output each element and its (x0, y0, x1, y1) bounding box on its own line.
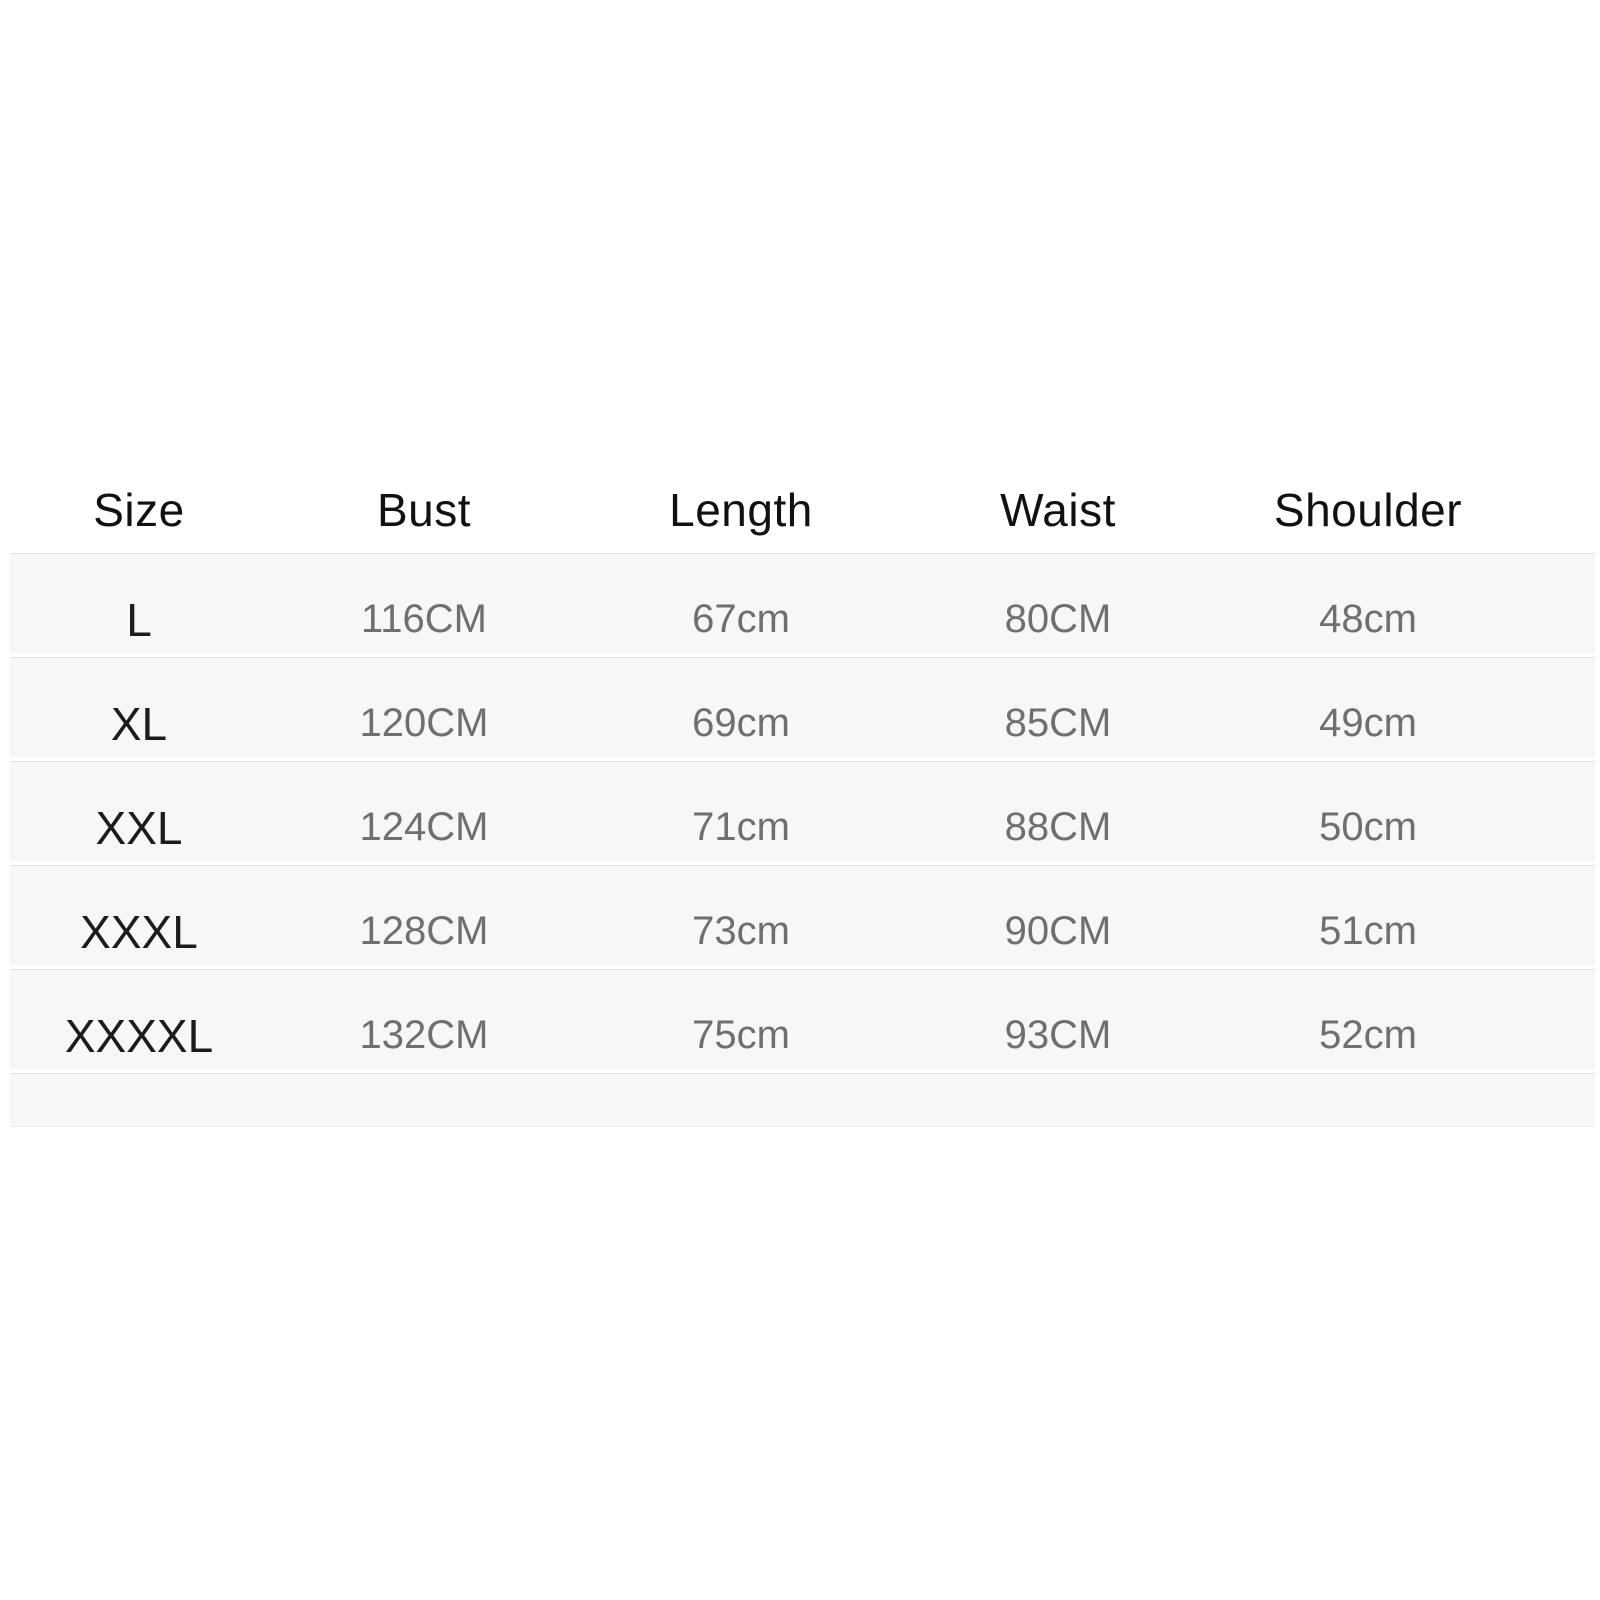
table-row (10, 657, 1595, 757)
cell-shoulder: 51cm (1319, 909, 1417, 953)
cell-waist: 80CM (1004, 597, 1112, 641)
filler-cell (1522, 796, 1595, 828)
cell-length: 69cm (692, 701, 790, 745)
cell-size: L (126, 593, 152, 646)
cell-length: 71cm (692, 805, 790, 849)
cell-bust: 132CM (359, 1013, 489, 1057)
cell-size: XL (110, 697, 168, 750)
filler-cell (1522, 900, 1595, 932)
column-header-waist: Waist (1000, 484, 1116, 536)
table-row (10, 865, 1595, 965)
cell-shoulder: 48cm (1319, 597, 1417, 641)
cell-shoulder: 50cm (1319, 805, 1417, 849)
cell-length: 67cm (692, 597, 790, 641)
cell-shoulder: 49cm (1319, 701, 1417, 745)
cell-waist: 85CM (1004, 701, 1112, 745)
filler-cell (1522, 1004, 1595, 1036)
column-header-shoulder: Shoulder (1273, 484, 1463, 536)
cell-length: 75cm (692, 1013, 790, 1057)
cell-size: XXXL (80, 905, 198, 958)
table-row (10, 969, 1595, 1069)
size-table (10, 467, 1595, 1127)
column-header-size: Size (93, 484, 185, 536)
column-header-bust: Bust (376, 484, 472, 536)
table-header-row (10, 467, 1595, 553)
cell-bust: 120CM (359, 701, 489, 745)
table-row (10, 553, 1595, 653)
cell-waist: 90CM (1004, 909, 1112, 953)
filler-cell (1522, 588, 1595, 620)
cell-shoulder: 52cm (1319, 1013, 1417, 1057)
cell-size: XXXXL (64, 1009, 214, 1062)
cell-bust: 116CM (361, 597, 487, 641)
cell-waist: 88CM (1004, 805, 1112, 849)
table-empty-row (10, 1073, 1595, 1127)
cell-bust: 128CM (359, 909, 489, 953)
filler-cell (1522, 692, 1595, 724)
cell-length: 73cm (692, 909, 790, 953)
cell-size: XXL (95, 801, 183, 854)
table-row (10, 761, 1595, 861)
cell-bust: 124CM (359, 805, 489, 849)
cell-waist: 93CM (1004, 1013, 1112, 1057)
column-header-length: Length (669, 484, 813, 536)
